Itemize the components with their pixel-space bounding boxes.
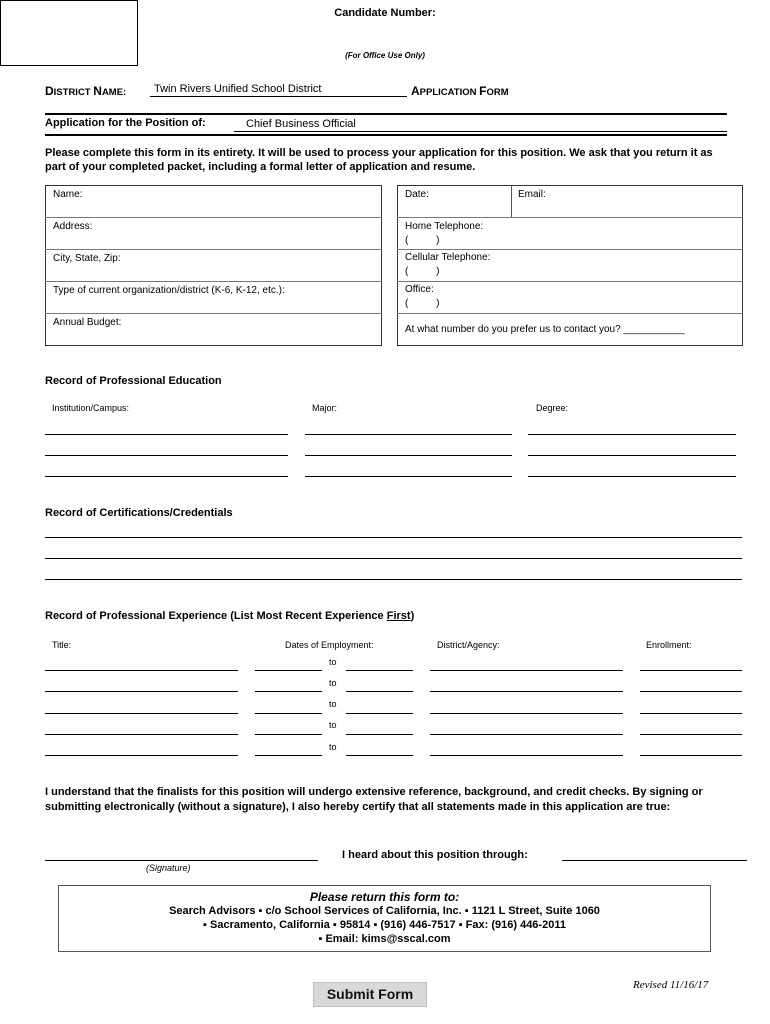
name-field[interactable]: Name: xyxy=(53,189,83,200)
district-agency-line[interactable] xyxy=(430,713,623,714)
major-line[interactable] xyxy=(305,476,512,477)
institution-line[interactable] xyxy=(45,476,288,477)
home-telephone-field[interactable]: Home Telephone: xyxy=(405,221,484,232)
district-name-label: DISTRICT NAME: xyxy=(45,84,127,98)
end-date-line[interactable] xyxy=(346,713,413,714)
start-date-line[interactable] xyxy=(255,734,322,735)
candidate-number-label: Candidate Number: xyxy=(334,7,436,19)
degree-column-label: Degree: xyxy=(536,403,569,413)
experience-title-line[interactable] xyxy=(45,670,238,671)
major-column-label: Major: xyxy=(312,403,338,413)
district-agency-line[interactable] xyxy=(430,670,623,671)
annual-budget-field[interactable]: Annual Budget: xyxy=(53,317,122,328)
date-field[interactable]: Date: xyxy=(405,189,429,200)
enrollment-line[interactable] xyxy=(640,713,742,714)
experience-title-line[interactable] xyxy=(45,691,238,692)
certifications-section-title: Record of Certifications/Credentials xyxy=(45,507,233,519)
address-field[interactable]: Address: xyxy=(53,221,93,232)
cell-divider xyxy=(45,313,382,314)
end-date-line[interactable] xyxy=(346,755,413,756)
title-column-label: Title: xyxy=(52,640,72,650)
position-label: Application for the Position of: xyxy=(45,117,206,129)
office-telephone-area-code: ( ) xyxy=(405,298,440,309)
cell-divider xyxy=(397,313,743,314)
certification-line[interactable] xyxy=(45,558,742,559)
date-range-to: to xyxy=(329,742,337,752)
degree-line[interactable] xyxy=(528,455,736,456)
cell-divider xyxy=(45,249,382,250)
position-value[interactable]: Chief Business Official xyxy=(246,118,356,130)
experience-section-title: Record of Professional Experience (List Most Recent Experience First) xyxy=(45,610,415,622)
date-range-to: to xyxy=(329,720,337,730)
header-rule-bottom xyxy=(45,134,727,136)
district-agency-line[interactable] xyxy=(430,755,623,756)
enrollment-line[interactable] xyxy=(640,691,742,692)
cell-divider xyxy=(397,249,743,250)
start-date-line[interactable] xyxy=(255,755,322,756)
institution-line[interactable] xyxy=(45,434,288,435)
enrollment-line[interactable] xyxy=(640,755,742,756)
end-date-line[interactable] xyxy=(346,691,413,692)
enrollment-line[interactable] xyxy=(640,670,742,671)
return-address-line2: ▪ Sacramento, California ▪ 95814 ▪ (916) 446-7517 ▪ Fax: (916) 446-2011 xyxy=(203,919,566,931)
city-state-zip-field[interactable]: City, State, Zip: xyxy=(53,253,121,264)
date-range-to: to xyxy=(329,657,337,667)
position-underline xyxy=(234,131,727,132)
end-date-line[interactable] xyxy=(346,670,413,671)
cellular-telephone-area-code: ( ) xyxy=(405,266,440,277)
return-heading: Please return this form to: xyxy=(309,890,460,904)
candidate-number-box xyxy=(0,0,436,66)
submit-form-button[interactable]: Submit Form xyxy=(313,982,427,1007)
cellular-telephone-field[interactable]: Cellular Telephone: xyxy=(405,252,491,263)
revised-date: Revised 11/16/17 xyxy=(633,979,709,991)
application-form-title: APPLICATION FORM xyxy=(411,84,509,98)
dates-column-label: Dates of Employment: xyxy=(285,640,374,650)
institution-line[interactable] xyxy=(45,455,288,456)
header-rule-top xyxy=(45,113,727,115)
office-use-note: (For Office Use Only) xyxy=(345,51,425,60)
return-address-line1: Search Advisors ▪ c/o School Services of California, Inc. ▪ 1121 L Street, Suite 1060 xyxy=(169,905,600,917)
heard-about-line[interactable] xyxy=(562,860,747,861)
date-email-divider xyxy=(511,185,512,217)
degree-line[interactable] xyxy=(528,434,736,435)
certification-line[interactable] xyxy=(45,579,742,580)
cell-divider xyxy=(45,217,382,218)
experience-title-line[interactable] xyxy=(45,755,238,756)
date-range-to: to xyxy=(329,678,337,688)
contact-right-box xyxy=(397,185,743,346)
district-name-underline xyxy=(150,96,407,97)
enrollment-column-label: Enrollment: xyxy=(646,640,692,650)
end-date-line[interactable] xyxy=(346,734,413,735)
institution-column-label: Institution/Campus: xyxy=(52,403,130,413)
degree-line[interactable] xyxy=(528,476,736,477)
signature-line[interactable] xyxy=(45,860,318,861)
experience-title-line[interactable] xyxy=(45,734,238,735)
cell-divider xyxy=(397,217,743,218)
return-address-box xyxy=(58,885,711,952)
email-field[interactable]: Email: xyxy=(518,189,546,200)
district-name-value[interactable]: Twin Rivers Unified School District xyxy=(154,83,322,95)
district-agency-column-label: District/Agency: xyxy=(437,640,500,650)
major-line[interactable] xyxy=(305,455,512,456)
office-telephone-field[interactable]: Office: xyxy=(405,284,434,295)
cell-divider xyxy=(397,281,743,282)
organization-type-field[interactable]: Type of current organization/district (K-6, K-12, etc.): xyxy=(53,285,285,296)
district-agency-line[interactable] xyxy=(430,691,623,692)
certification-line[interactable] xyxy=(45,537,742,538)
district-agency-line[interactable] xyxy=(430,734,623,735)
education-section-title: Record of Professional Education xyxy=(45,375,222,387)
signature-label: (Signature) xyxy=(146,863,191,873)
home-telephone-area-code: ( ) xyxy=(405,235,440,246)
major-line[interactable] xyxy=(305,434,512,435)
cell-divider xyxy=(45,281,382,282)
start-date-line[interactable] xyxy=(255,713,322,714)
preferred-contact-field[interactable]: At what number do you prefer us to contact you? ___________ xyxy=(405,324,685,335)
enrollment-line[interactable] xyxy=(640,734,742,735)
certification-statement: I understand that the finalists for this position will undergo extensive reference, background, and credit checks. By signing or submitting electronically (without a signature), I also hereby certify that all statements made in this application are true: xyxy=(45,786,703,813)
return-email-line: ▪ Email: kims@sscal.com xyxy=(318,933,451,945)
start-date-line[interactable] xyxy=(255,691,322,692)
instructions-text: Please complete this form in its entirety. It will be used to process your application for this position. We ask that you return it as part of your completed packet, including a formal letter of application and resume. xyxy=(45,147,713,173)
experience-title-line[interactable] xyxy=(45,713,238,714)
heard-about-label: I heard about this position through: xyxy=(342,849,528,861)
start-date-line[interactable] xyxy=(255,670,322,671)
date-range-to: to xyxy=(329,699,337,709)
